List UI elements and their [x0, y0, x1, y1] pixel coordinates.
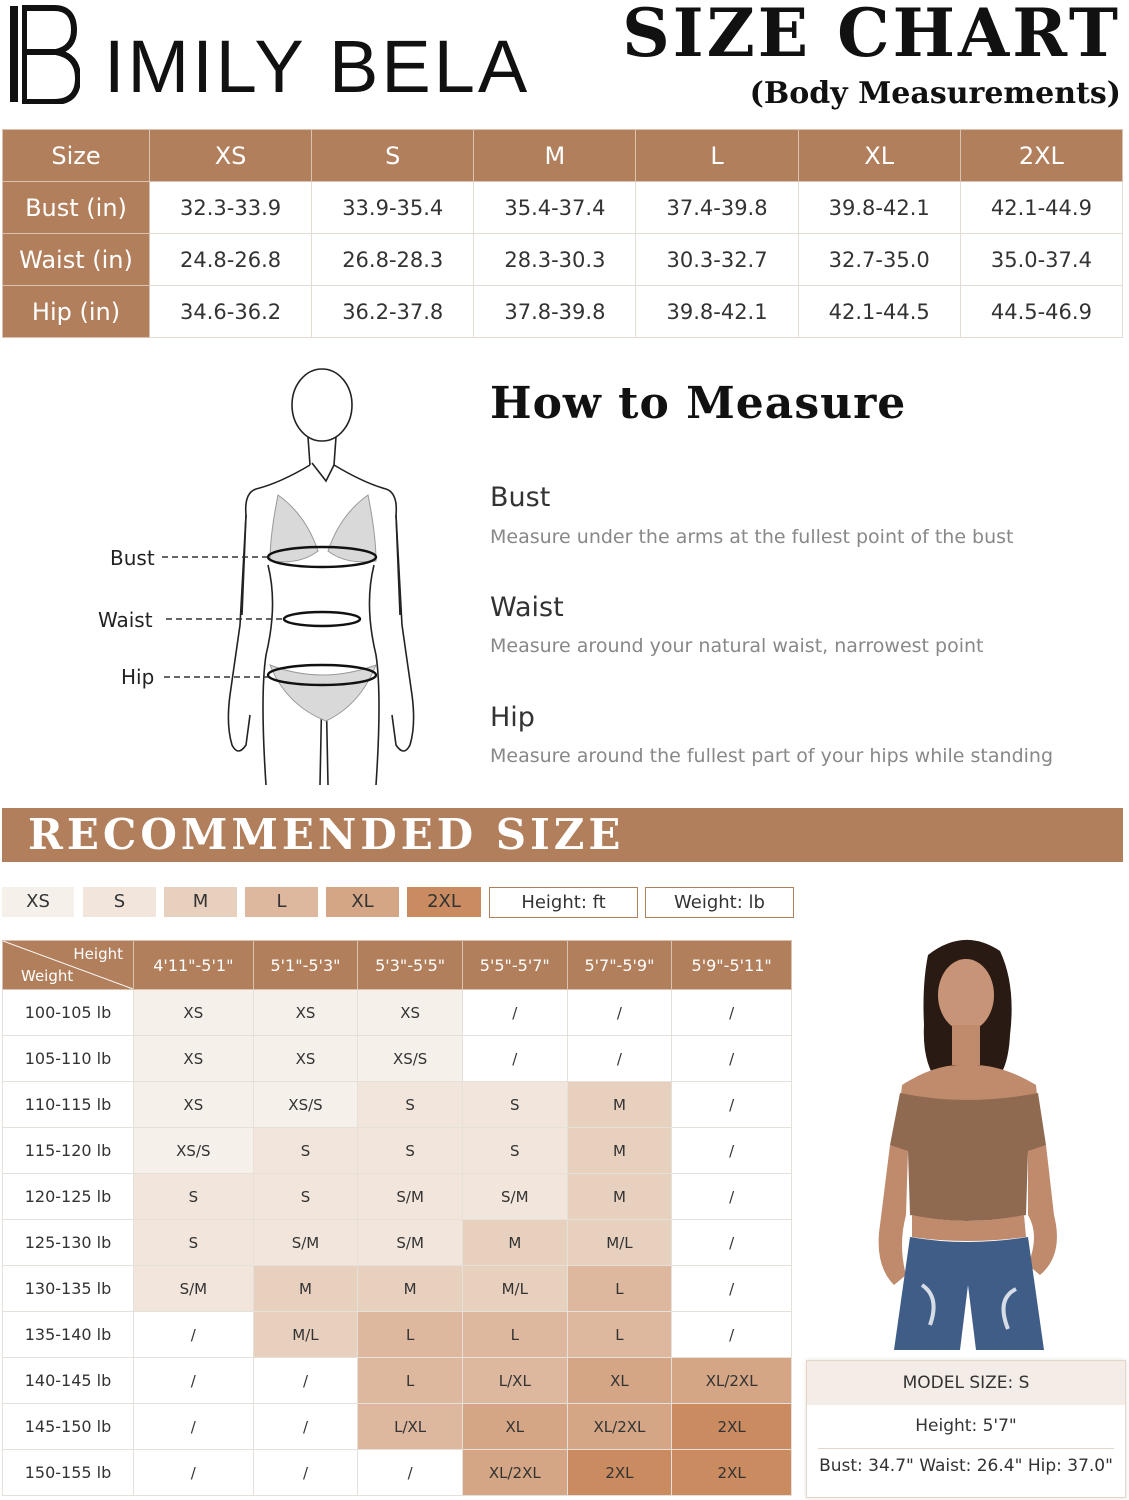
recommended-size-cell: XS/S [358, 1036, 463, 1082]
recommended-size-cell: XS [253, 1036, 358, 1082]
table-row [3, 990, 792, 1036]
recommended-size-cell: / [253, 1358, 358, 1404]
recommended-size-cell: / [253, 1404, 358, 1450]
measure-desc-hip: Measure around the fullest part of your hips while standing [490, 745, 1054, 767]
recommended-size-cell: / [672, 1220, 792, 1266]
weight-range-cell: 115-120 lb [3, 1128, 134, 1174]
size-header-cell: 2XL [960, 130, 1122, 182]
height-range-header: 5'1"-5'3" [253, 941, 358, 990]
weight-range-cell: 100-105 lb [3, 990, 134, 1036]
size-table [2, 129, 1123, 338]
recommended-size-cell: L [567, 1266, 672, 1312]
recommended-size-cell: S [462, 1128, 567, 1174]
brand-name: IMILY BELA [104, 25, 531, 108]
recommended-size-cell: XS [134, 1082, 254, 1128]
table-row [3, 1312, 792, 1358]
legend-2xl: 2XL [407, 887, 481, 917]
height-range-header: 5'5"-5'7" [462, 941, 567, 990]
recommended-size-cell: / [672, 1312, 792, 1358]
figure-label-hip: Hip [121, 665, 155, 689]
table-cell: 39.8-42.1 [798, 182, 960, 234]
recommended-size-cell: XL/2XL [672, 1358, 792, 1404]
table-cell: 30.3-32.7 [636, 234, 798, 286]
recommended-size-cell: XL [567, 1358, 672, 1404]
recommended-size-cell: / [358, 1450, 463, 1496]
page-title: SIZE CHART [622, 0, 1121, 72]
table-cell: 42.1-44.5 [798, 286, 960, 338]
recommended-size-cell: / [567, 990, 672, 1036]
size-header-cell: XL [798, 130, 960, 182]
recommended-size-cell: / [567, 1036, 672, 1082]
recommended-size-cell: L [567, 1312, 672, 1358]
size-header-cell: L [636, 130, 798, 182]
row-label: Hip (in) [3, 286, 150, 338]
recommended-size-cell: / [672, 1036, 792, 1082]
recommended-size-cell: XL/2XL [462, 1450, 567, 1496]
table-cell: 37.8-39.8 [474, 286, 636, 338]
weight-range-cell: 130-135 lb [3, 1266, 134, 1312]
weight-range-cell: 135-140 lb [3, 1312, 134, 1358]
recommended-size-cell: M [567, 1174, 672, 1220]
recommendation-header [3, 941, 792, 990]
table-row [3, 1266, 792, 1312]
brand-logo-icon [6, 4, 80, 104]
recommended-size-cell: / [134, 1358, 254, 1404]
recommended-size-cell: / [134, 1312, 254, 1358]
corner-weight-label: Weight [21, 967, 74, 985]
table-row [3, 1404, 792, 1450]
height-range-header: 5'7"-5'9" [567, 941, 672, 990]
weight-unit-label: Weight: lb [645, 887, 794, 918]
recommended-size-cell: L [462, 1312, 567, 1358]
recommended-size-cell: S [253, 1174, 358, 1220]
size-header-cell: XS [150, 130, 312, 182]
table-cell: 37.4-39.8 [636, 182, 798, 234]
recommended-size-cell: 2XL [567, 1450, 672, 1496]
recommended-size-cell: S/M [358, 1220, 463, 1266]
table-cell: 35.0-37.4 [960, 234, 1122, 286]
table-row [3, 1036, 792, 1082]
recommended-size-cell: L/XL [358, 1404, 463, 1450]
table-cell: 32.7-35.0 [798, 234, 960, 286]
table-cell: 36.2-37.8 [312, 286, 474, 338]
table-cell: 33.9-35.4 [312, 182, 474, 234]
recommended-size-cell: L/XL [462, 1358, 567, 1404]
legend-s: S [83, 887, 156, 917]
table-cell: 34.6-36.2 [150, 286, 312, 338]
legend-xl: XL [326, 887, 399, 917]
recommendation-table [2, 940, 792, 1496]
body-outline-icon [90, 365, 430, 785]
weight-range-cell: 140-145 lb [3, 1358, 134, 1404]
table-row [3, 1082, 792, 1128]
height-range-header: 5'3"-5'5" [358, 941, 463, 990]
measure-name-bust: Bust [490, 482, 551, 513]
table-row [3, 1174, 792, 1220]
recommended-size-cell: L [358, 1312, 463, 1358]
table-row [3, 1220, 792, 1266]
weight-range-cell: 105-110 lb [3, 1036, 134, 1082]
recommended-size-cell: M/L [253, 1312, 358, 1358]
measure-desc-bust: Measure under the arms at the fullest point of the bust [490, 526, 1014, 548]
recommended-size-cell: S/M [134, 1266, 254, 1312]
measure-desc-waist: Measure around your natural waist, narrowest point [490, 635, 984, 657]
recommended-size-cell: M [567, 1082, 672, 1128]
recommended-size-cell: XS [358, 990, 463, 1036]
recommended-size-cell: 2XL [672, 1404, 792, 1450]
legend-xs: XS [2, 887, 74, 917]
row-label: Waist (in) [3, 234, 150, 286]
recommended-size-cell: S [134, 1174, 254, 1220]
recommended-size-cell: / [672, 1174, 792, 1220]
table-cell: 26.8-28.3 [312, 234, 474, 286]
recommended-size-cell: S [358, 1128, 463, 1174]
card-divider [818, 1448, 1114, 1449]
recommended-size-cell: XL [462, 1404, 567, 1450]
table-row [3, 1128, 792, 1174]
recommended-size-cell: / [672, 1266, 792, 1312]
recommended-size-cell: XS [253, 990, 358, 1036]
height-unit-label: Height: ft [489, 887, 638, 918]
recommended-size-cell: XS/S [134, 1128, 254, 1174]
table-row [3, 286, 1123, 338]
size-header-cell: S [312, 130, 474, 182]
corner-height-label: Height [73, 945, 123, 963]
measure-name-hip: Hip [490, 702, 535, 733]
size-table-header [3, 130, 1123, 182]
recommended-size-cell: 2XL [672, 1450, 792, 1496]
model-measurements: Bust: 34.7" Waist: 26.4" Hip: 37.0" [819, 1456, 1113, 1476]
table-corner [3, 941, 134, 990]
size-header-cell: Size [3, 130, 150, 182]
height-range-header: 4'11"-5'1" [134, 941, 254, 990]
table-row [3, 182, 1123, 234]
recommended-size-cell: S [358, 1082, 463, 1128]
body-figure-illustration [90, 365, 430, 785]
weight-range-cell: 145-150 lb [3, 1404, 134, 1450]
table-cell: 42.1-44.9 [960, 182, 1122, 234]
recommended-size-cell: / [253, 1450, 358, 1496]
recommended-size-cell: XS [134, 1036, 254, 1082]
table-row [3, 1358, 792, 1404]
table-cell: 32.3-33.9 [150, 182, 312, 234]
measure-name-waist: Waist [490, 592, 564, 623]
weight-range-cell: 125-130 lb [3, 1220, 134, 1266]
table-cell: 39.8-42.1 [636, 286, 798, 338]
recommended-size-cell: XS/S [253, 1082, 358, 1128]
recommended-size-cell: / [134, 1450, 254, 1496]
model-height: Height: 5'7" [915, 1416, 1017, 1436]
recommended-size-cell: M [462, 1220, 567, 1266]
recommended-size-cell: M/L [567, 1220, 672, 1266]
table-cell: 28.3-30.3 [474, 234, 636, 286]
table-row [3, 234, 1123, 286]
recommended-size-cell: S [253, 1128, 358, 1174]
table-cell: 24.8-26.8 [150, 234, 312, 286]
weight-range-cell: 120-125 lb [3, 1174, 134, 1220]
weight-range-cell: 150-155 lb [3, 1450, 134, 1496]
table-cell: 35.4-37.4 [474, 182, 636, 234]
size-header-cell: M [474, 130, 636, 182]
recommended-title: RECOMMENDED SIZE [28, 810, 625, 859]
recommended-size-cell: S [462, 1082, 567, 1128]
model-size: MODEL SIZE: S [807, 1361, 1125, 1405]
row-label: Bust (in) [3, 182, 150, 234]
recommended-size-cell: S/M [462, 1174, 567, 1220]
table-cell: 44.5-46.9 [960, 286, 1122, 338]
recommended-size-cell: / [462, 990, 567, 1036]
figure-label-waist: Waist [98, 608, 153, 632]
table-row [3, 1450, 792, 1496]
legend-l: L [245, 887, 318, 917]
recommended-size-cell: M [358, 1266, 463, 1312]
weight-range-cell: 110-115 lb [3, 1082, 134, 1128]
model-photo [840, 925, 1095, 1350]
recommended-size-cell: S/M [253, 1220, 358, 1266]
recommended-size-cell: / [672, 1128, 792, 1174]
recommended-size-cell: L [358, 1358, 463, 1404]
recommended-size-cell: M/L [462, 1266, 567, 1312]
figure-label-bust: Bust [110, 546, 155, 570]
height-range-header: 5'9"-5'11" [672, 941, 792, 990]
recommended-size-cell: / [672, 990, 792, 1036]
recommended-size-cell: / [134, 1404, 254, 1450]
recommended-size-cell: M [567, 1128, 672, 1174]
recommended-size-cell: / [672, 1082, 792, 1128]
recommended-size-cell: XS [134, 990, 254, 1036]
recommended-size-cell: M [253, 1266, 358, 1312]
recommended-size-cell: / [462, 1036, 567, 1082]
how-to-measure-title: How to Measure [490, 378, 907, 429]
recommended-size-cell: XL/2XL [567, 1404, 672, 1450]
legend-m: M [164, 887, 237, 917]
page-subtitle: (Body Measurements) [749, 76, 1121, 111]
recommended-size-cell: S/M [358, 1174, 463, 1220]
recommended-size-cell: S [134, 1220, 254, 1266]
